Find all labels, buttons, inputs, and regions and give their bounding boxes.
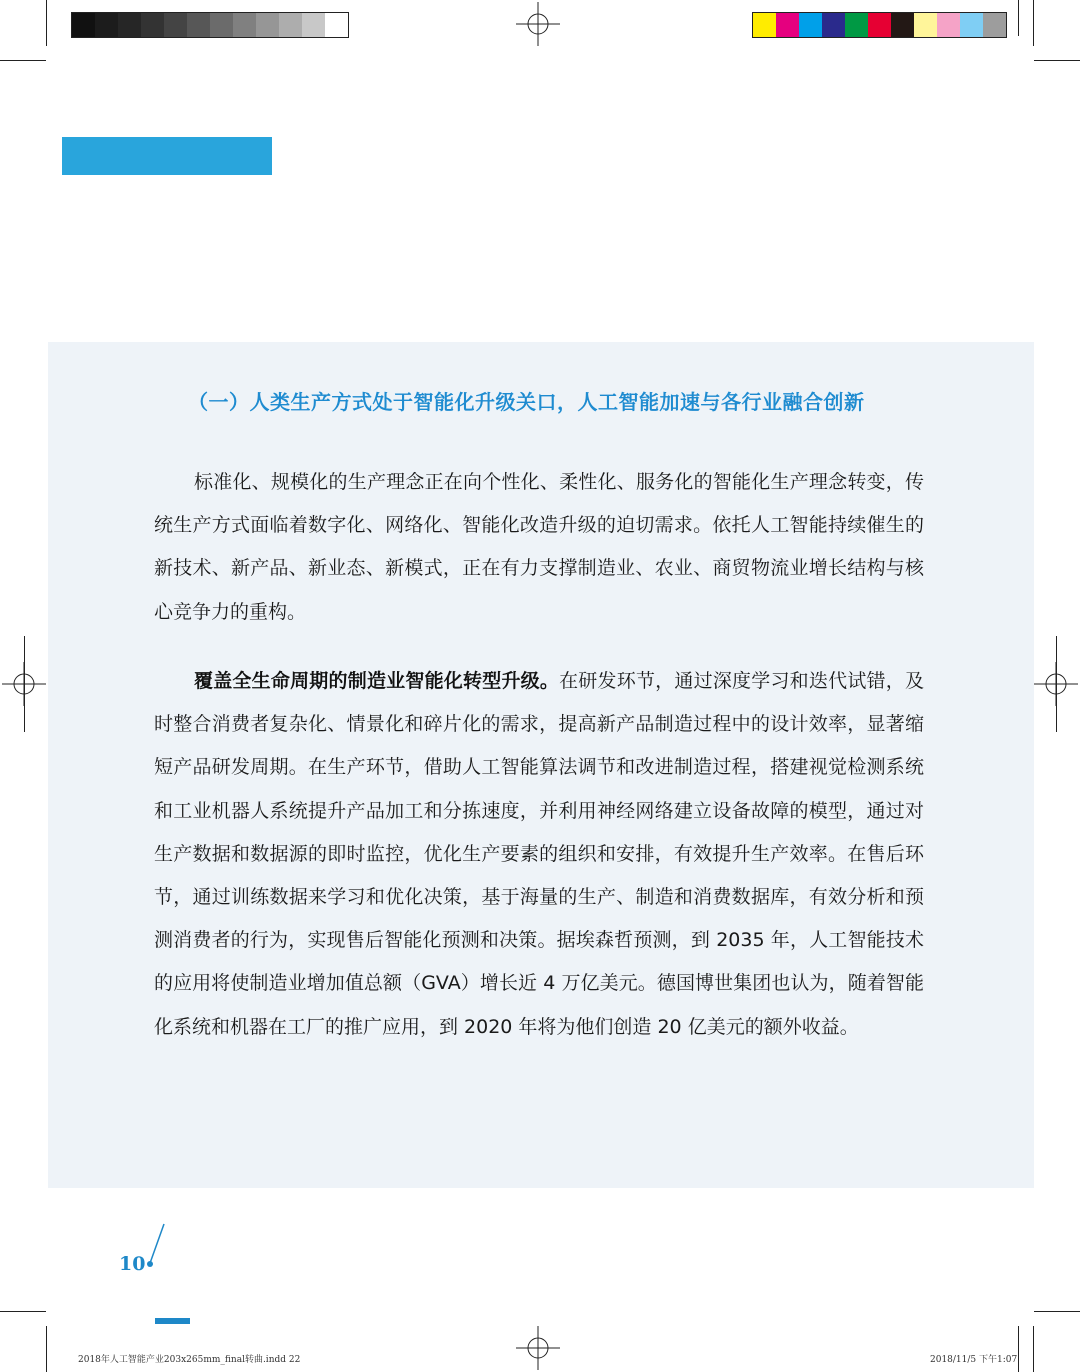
crop-mark (0, 60, 46, 61)
color-calibration-bar (752, 12, 1007, 38)
calibration-swatch (325, 13, 348, 37)
calibration-swatch (210, 13, 233, 37)
crop-mark (1018, 1326, 1019, 1372)
footer-accent-bar (155, 1318, 190, 1324)
calibration-swatch (95, 13, 118, 37)
calibration-swatch (141, 13, 164, 37)
calibration-swatch (891, 13, 914, 37)
calibration-swatch (776, 13, 799, 37)
calibration-swatch (256, 13, 279, 37)
calibration-swatch (187, 13, 210, 37)
calibration-swatch (233, 13, 256, 37)
crop-mark (1034, 1311, 1080, 1312)
calibration-swatch (868, 13, 891, 37)
calibration-swatch (302, 13, 325, 37)
crop-mark (46, 0, 47, 46)
crop-mark (0, 1311, 46, 1312)
registration-mark-bottom-icon (516, 1326, 560, 1370)
paragraph-lead-text: 覆盖全生命周期的制造业智能化转型升级。 (194, 670, 560, 692)
calibration-swatch (937, 13, 960, 37)
calibration-swatch (279, 13, 302, 37)
calibration-swatch (72, 13, 95, 37)
slug-file-info: 2018年人工智能产业203x265mm_final转曲.indd 22 (78, 1355, 301, 1365)
body-paragraph-2 (154, 660, 924, 1049)
crop-mark (46, 1326, 47, 1372)
chapter-accent-bar (62, 137, 272, 175)
page-number: 10 (119, 1253, 146, 1275)
calibration-swatch (983, 13, 1006, 37)
crop-mark (1033, 0, 1034, 46)
calibration-swatch (960, 13, 983, 37)
section-heading: （一）人类生产方式处于智能化升级关口，人工智能加速与各行业融合创新 (188, 390, 865, 414)
calibration-swatch (164, 13, 187, 37)
body-paragraph-1: 标准化、规模化的生产理念正在向个性化、柔性化、服务化的智能化生产理念转变，传统生产方式面临着数字化、网络化、智能化改造升级的迫切需求。依托人工智能持续催生的新技术、新产品、新业态、新模式，正在有力支撑制造业、农业、商贸物流业增长结构与核心竞争力的重构。 (154, 471, 924, 623)
crop-mark (1033, 1326, 1034, 1372)
calibration-swatch (118, 13, 141, 37)
page-number-slash-icon (143, 1222, 167, 1274)
calibration-swatch (799, 13, 822, 37)
registration-guide-line (24, 636, 25, 732)
calibration-swatch (753, 13, 776, 37)
paragraph-body-text: 在研发环节，通过深度学习和迭代试错，及时整合消费者复杂化、情景化和碎片化的需求，提高新产品制造过程中的设计效率，显著缩短产品研发周期。在生产环节，借助人工智能算法调节和改进制造过程，搭建视觉检测系统和工业机器人系统提升产品加工和分拣速度，并利用神经网络建立设备故障的模型，通过对生产数据和数据源的即时监控，优化生产要素的组织和安排，有效提升生产效率。在售后环节，通过训练数据来学习和优化决策，基于海量的生产、制造和消费数据库，有效分析和预测消费者的行为，实现售后智能化预测和决策。据埃森哲预测，到 2035 年，人工智能技术的应用将使制造业增加值总额（GVA）增长近 4 万亿美元。德国博世集团也认为，随着智能化系统和机器在工厂的推广应用，到 2020 年将为他们创造 20 亿美元的额外收益。 (154, 670, 924, 1038)
crop-mark (1018, 0, 1019, 36)
crop-mark (1034, 60, 1080, 61)
calibration-swatch (822, 13, 845, 37)
calibration-swatch (845, 13, 868, 37)
registration-mark-top-icon (516, 2, 560, 46)
slug-date-info: 2018/11/5 下午1:07 (930, 1355, 1018, 1365)
registration-guide-line (1056, 636, 1057, 732)
calibration-swatch (914, 13, 937, 37)
grayscale-calibration-bar (71, 12, 349, 38)
